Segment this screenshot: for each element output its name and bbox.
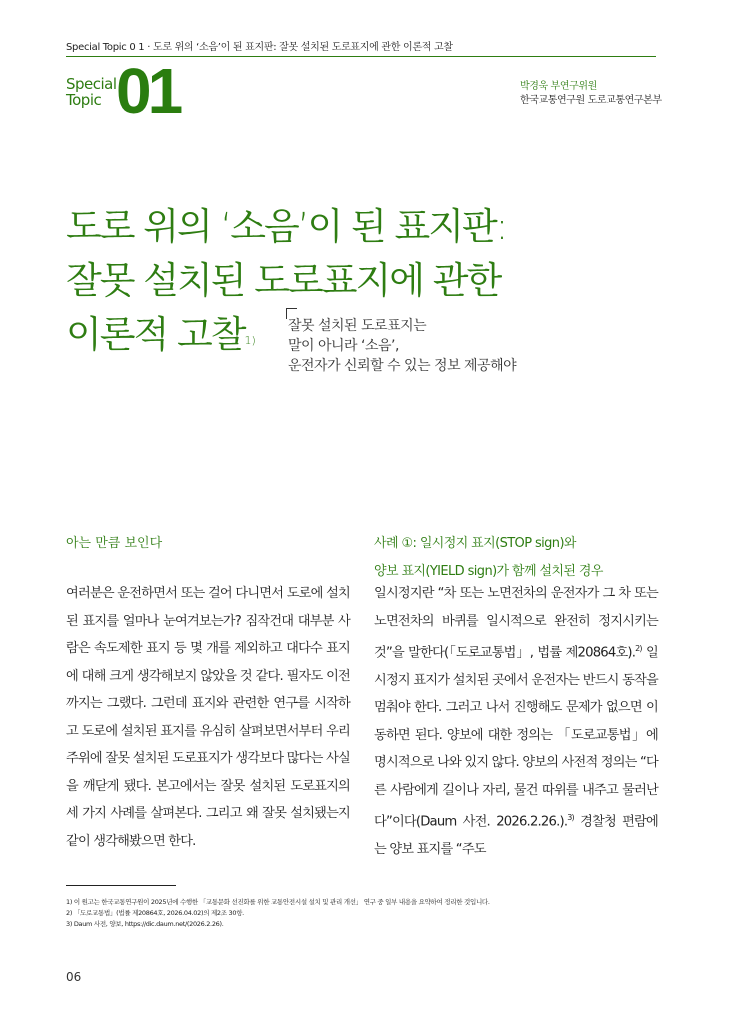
title-line: 도로 위의 ‘소음’이 된 표지판: xyxy=(66,205,507,248)
label-line: Special xyxy=(66,75,117,93)
page-number: 06 xyxy=(66,970,82,984)
heading-line: 사례 ①: 일시정지 표지(STOP sign)와 xyxy=(374,536,576,551)
footnote-ref[interactable]: 2) xyxy=(635,644,642,653)
section-heading-case1 xyxy=(374,530,603,586)
body-text-col2 xyxy=(374,580,658,864)
subtitle xyxy=(288,316,516,376)
subtitle-line: 잘못 설치된 도로표지는 xyxy=(288,318,427,334)
author-name: 박경욱 부연구위원 xyxy=(520,81,597,92)
footnote: 2) 「도로교통법」(법률 제20864호, 2026.04.02)의 제2조 30항. xyxy=(66,909,244,917)
subtitle-line: 운전자가 신뢰할 수 있는 정보 제공해야 xyxy=(288,358,517,374)
subtitle-line: 말이 아니라 ‘소음’, xyxy=(288,338,399,354)
author-block xyxy=(520,80,662,108)
label-line: Topic xyxy=(66,91,102,109)
running-header: Special Topic 0 1 · 도로 위의 ‘소음’이 된 표지판: 잘못 설치된 도로표지에 관한 이론적 고찰 xyxy=(66,42,453,53)
section-heading: 아는 만큼 보인다 xyxy=(66,536,163,551)
heading-line: 양보 표지(YIELD sign)가 함께 설치된 경우 xyxy=(374,564,603,579)
footnote-ref[interactable]: 1) xyxy=(244,334,256,347)
title-line: 이론적 고찰$^{1)}$ xyxy=(66,313,256,356)
text: 일시정지 표지가 설치된 곳에서 운전자는 반드시 동작을 멈춰야 한다. 그러고 나서 진행해도 문제가 없으면 이동하면 된다. 양보에 대한 정의는 「도로교통법」에 명시적으로 나와 있지 않다. 양보의 사전적 정의는 “다른 사람에게 길이나 자리, 물건 따위를 내주고 물러난다”이다(Daum 사전. 2026.2.26.). xyxy=(374,645,658,830)
topic-number: 01 xyxy=(116,55,180,127)
footnote: 3) Daum 사전, 양보, https://dic.daum.net/(2026.2.26). xyxy=(66,920,224,928)
body-text-col1: 여러분은 운전하면서 또는 걸어 다니면서 도로에 설치된 표지를 얼마나 눈여겨보는가? 짐작건대 대부분 사람은 속도제한 표지 등 몇 개를 제외하고 대다수 표지에 대해 크게 생각해보지 않았을 것 같다. 필자도 이전까지는 그랬다. 그런데 표지와 관련한 연구를 시작하고 도로에 설치된 표지를 유심히 살펴보면서부터 우리 주위에 잘못 설치된 도로표지가 생각보다 많다는 사실을 깨닫게 됐다. 본고에서는 잘못 설치된 도로표지의 세 가지 사례를 살펴본다. 그리고 왜 잘못 설치됐는지 같이 생각해봤으면 한다. xyxy=(66,586,350,849)
footnote-divider xyxy=(66,885,176,886)
text: 경찰청 편람에는 양보 표지를 “주도 xyxy=(374,814,658,858)
author-affiliation: 한국교통연구원 도로교통연구본부 xyxy=(520,95,662,106)
footnote: 1) 이 원고는 한국교통연구원이 2025년에 수행한 「교통문화 선진화를 위한 교통안전시설 설치 및 관리 개선」 연구 중 일부 내용을 요약하여 정리한 것입니다. xyxy=(66,898,490,906)
text: 일시정지란 “차 또는 노면전차의 운전자가 그 차 또는 노면전차의 바퀴를 일시적으로 완전히 정지시키는 것”을 말한다(「도로교통법」, 법률 제20864호). xyxy=(374,586,658,661)
footnotes xyxy=(66,897,490,930)
title-line: 잘못 설치된 도로표지에 관한 xyxy=(66,259,501,302)
special-topic-label xyxy=(66,76,117,108)
footnote-ref[interactable]: 3) xyxy=(567,813,574,823)
